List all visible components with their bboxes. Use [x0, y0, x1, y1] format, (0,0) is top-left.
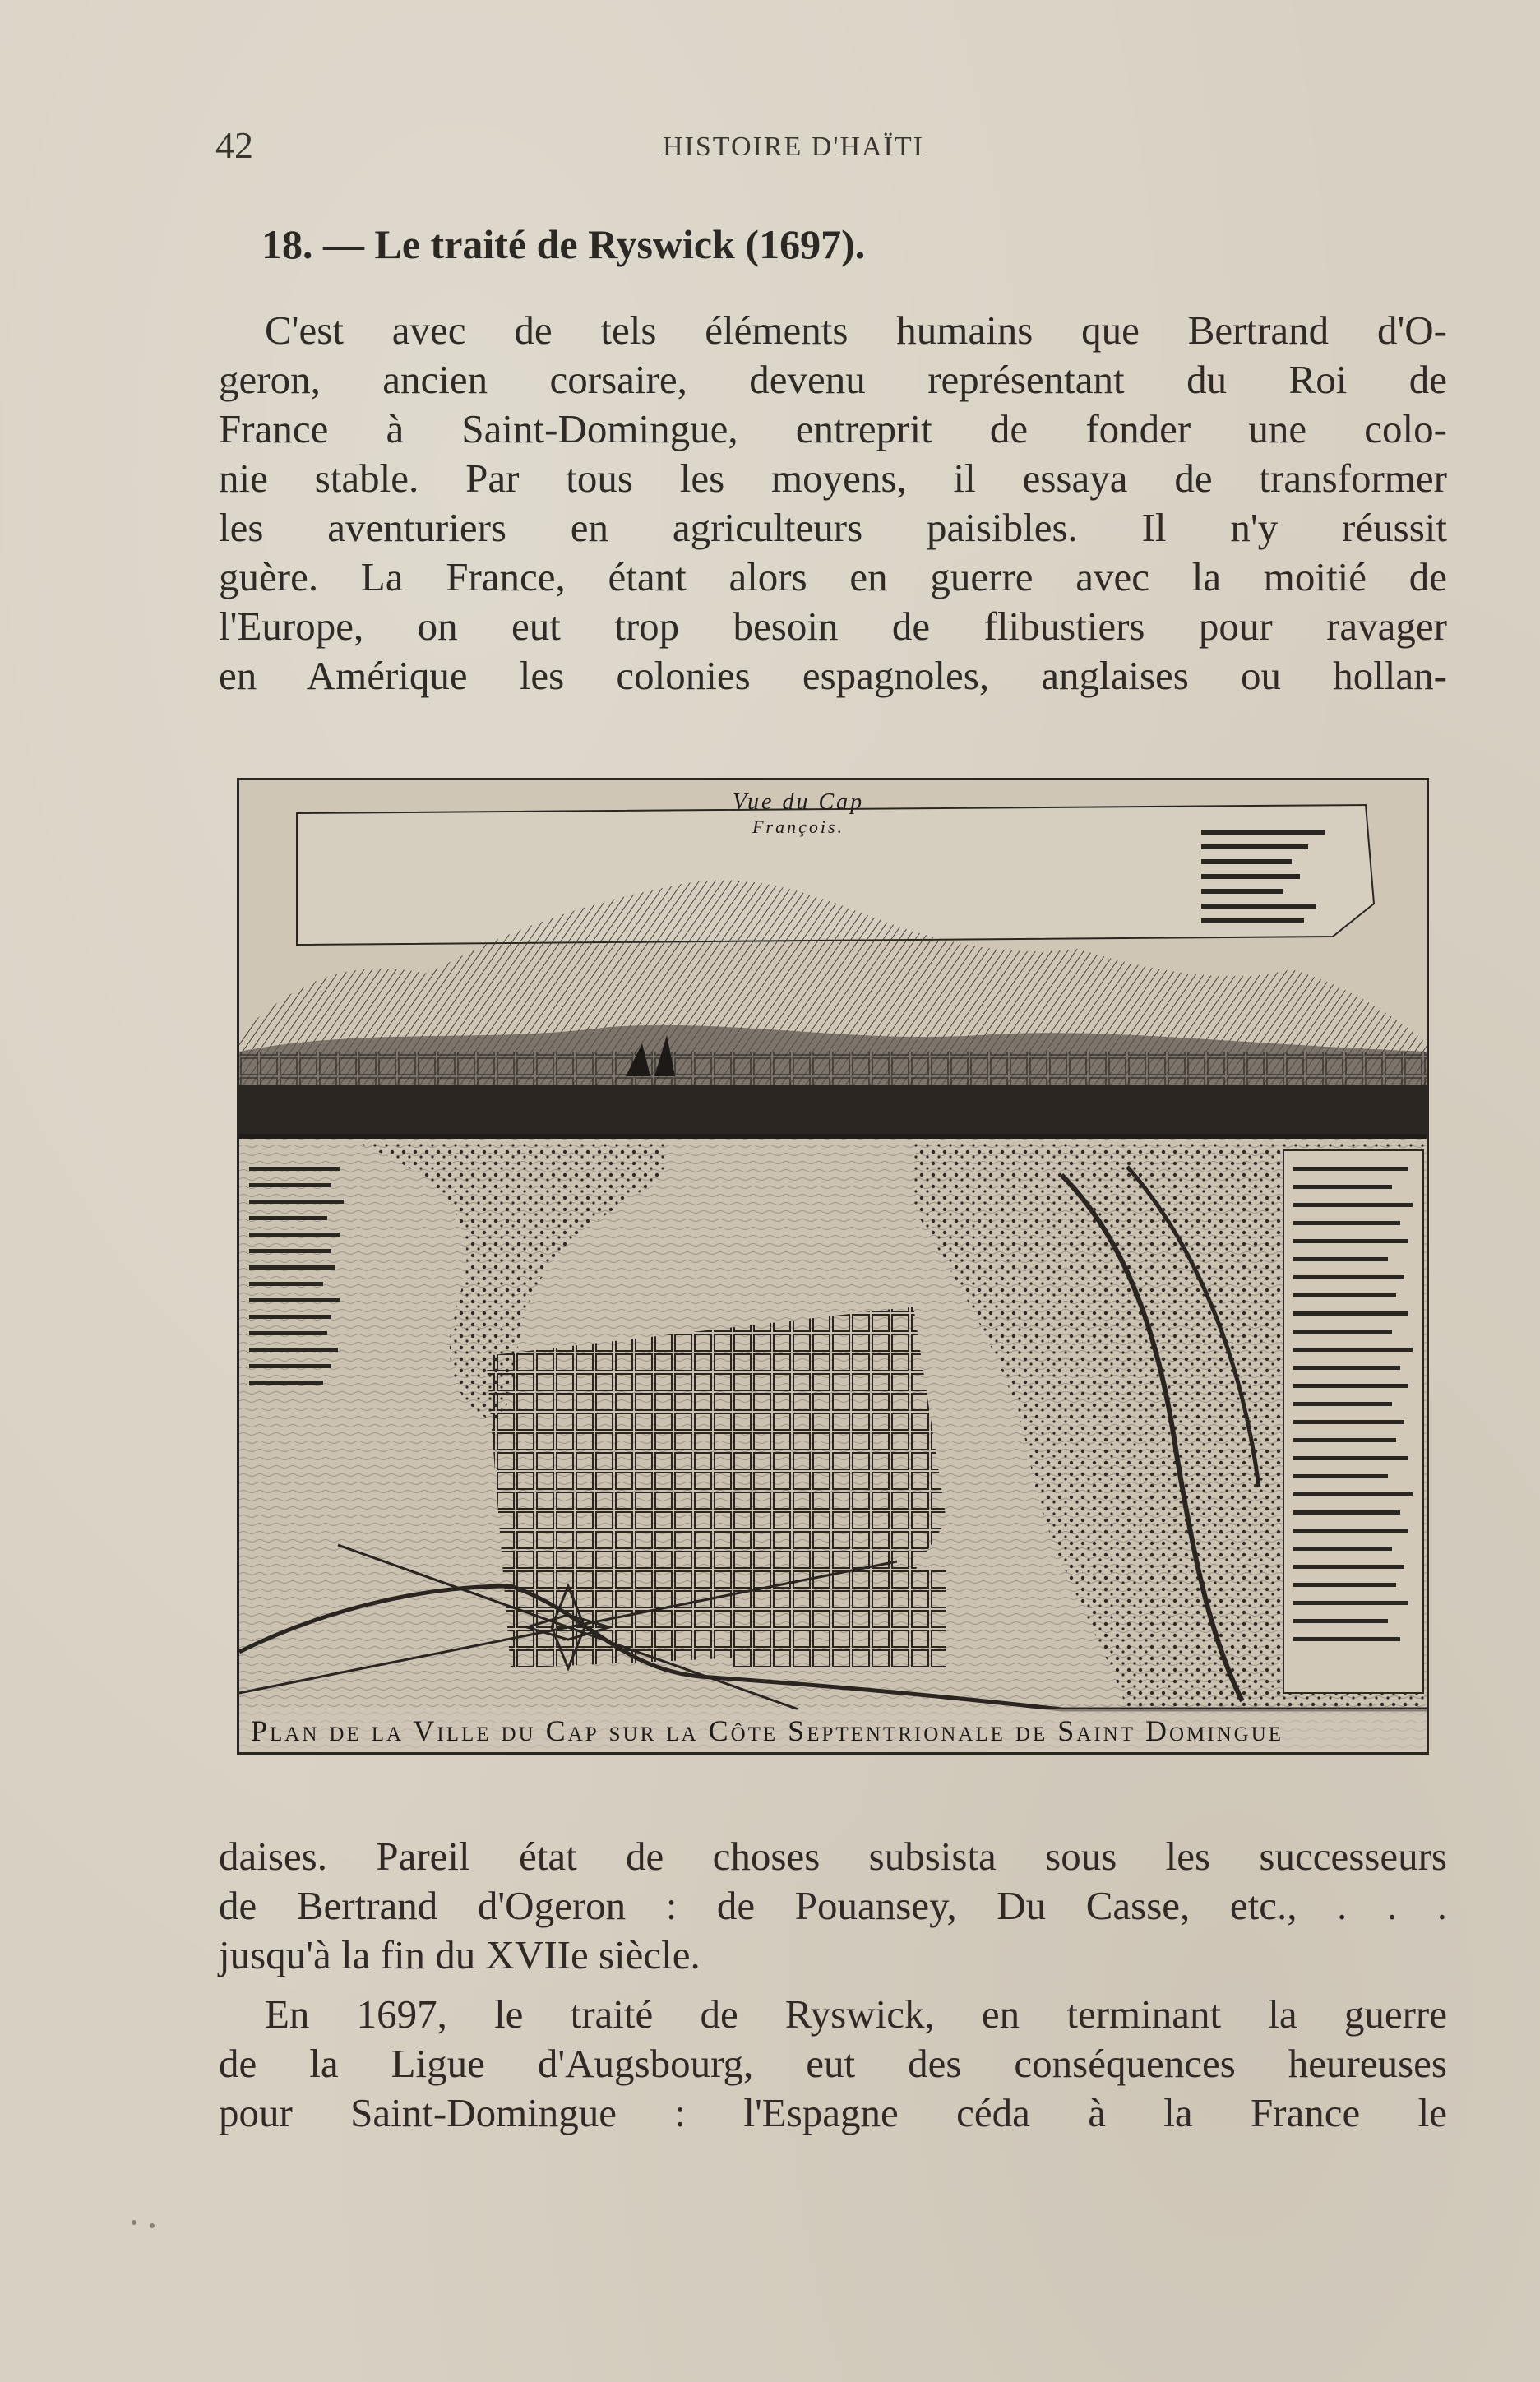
paragraph-2 [219, 1832, 1447, 1980]
text-line: de Bertrand d'Ogeron : de Pouansey, Du Casse, etc., . . . [219, 1883, 1447, 1928]
text-line: pour Saint-Domingue : l'Espagne céda à la France le [219, 2090, 1447, 2135]
text-line: France à Saint-Domingue, entreprit de fonder une colo- [219, 406, 1447, 451]
section-heading: 18. — Le traité de Ryswick (1697). [261, 221, 866, 267]
text-line: jusqu'à la fin du XVIIe siècle. [219, 1932, 701, 1977]
text-line: de la Ligue d'Augsbourg, eut des conséquences heureuses [219, 2041, 1447, 2086]
view-title [733, 790, 864, 839]
map-engraving-figure [237, 778, 1429, 1755]
text-line: nie stable. Par tous les moyens, il essaya de transformer [219, 456, 1447, 501]
text-line: geron, ancien corsaire, devenu représentant du Roi de [219, 357, 1447, 402]
text-line: En 1697, le traité de Ryswick, en terminant la guerre [265, 1991, 1447, 2037]
text-line: les aventuriers en agriculteurs paisibles. Il n'y réussit [219, 505, 1447, 550]
text-line: C'est avec de tels éléments humains que Bertrand d'O- [265, 308, 1447, 353]
view-title-line-1: Vue du Cap [733, 789, 865, 815]
text-line: guère. La France, étant alors en guerre avec la moitié de [219, 554, 1447, 599]
map-caption: Plan de la Ville du Cap sur la Côte Septentrionale de Saint Domingue [239, 1709, 1427, 1752]
text-line: l'Europe, on eut trop besoin de flibustiers pour ravager [219, 604, 1447, 649]
text-line: daises. Pareil état de choses subsista sous les successeurs [219, 1834, 1447, 1879]
paper-speck [132, 2220, 136, 2225]
text-line: en Amérique les colonies espagnoles, anglaises ou hollan- [219, 653, 1447, 698]
map-engraving-illustration [239, 780, 1427, 1752]
running-title: HISTOIRE D'HAÏTI [663, 132, 924, 162]
view-title-line-2: François. [752, 816, 845, 837]
paragraph-1 [219, 306, 1447, 701]
page-number: 42 [215, 124, 253, 166]
paper-speck [150, 2223, 155, 2228]
paragraph-3 [219, 1990, 1447, 2138]
